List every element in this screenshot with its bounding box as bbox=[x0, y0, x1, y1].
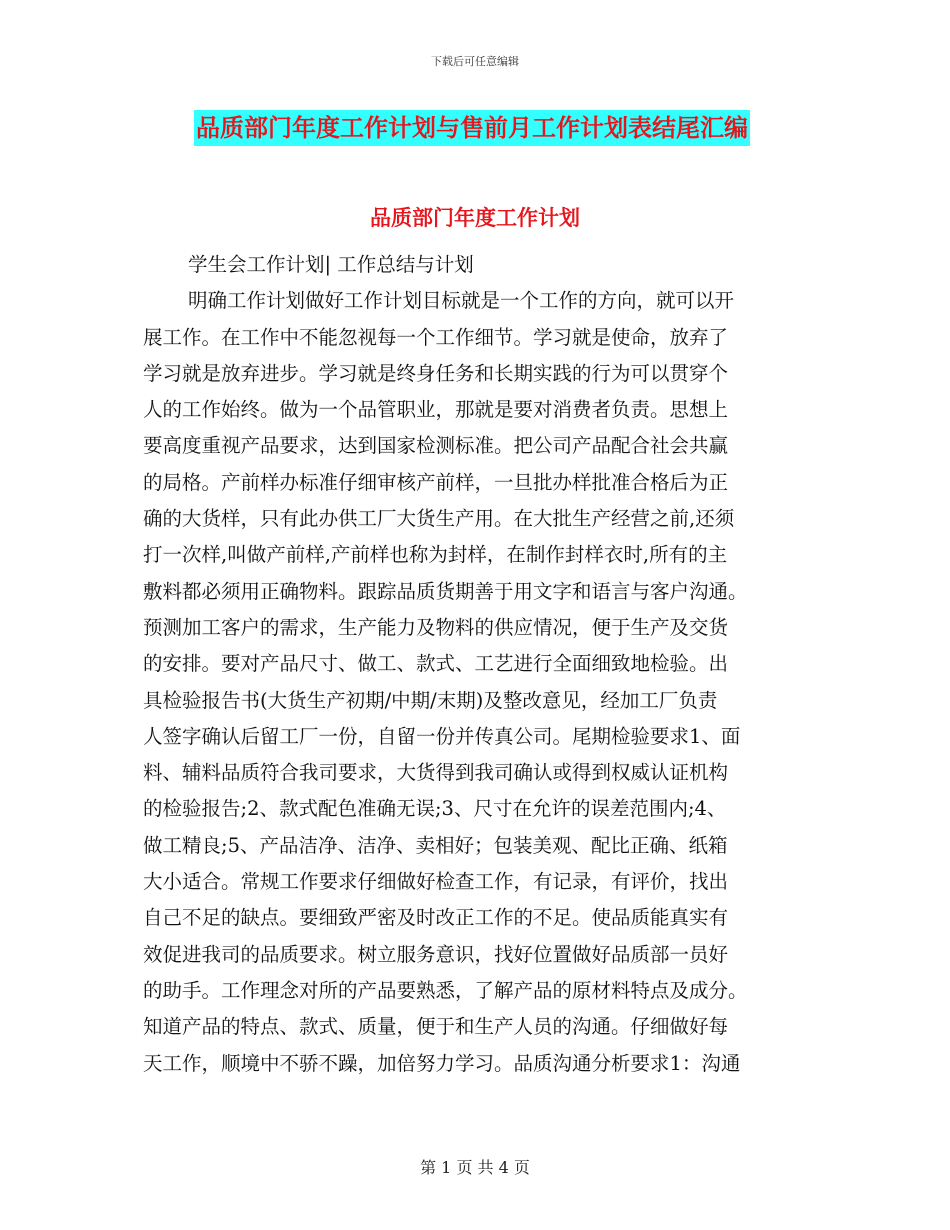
paragraph-line: 人签字确认后留工厂一份，自留一份并传真公司。尾期检验要求1、面 bbox=[143, 724, 741, 748]
paragraph-line: 预测加工客户的需求，生产能力及物料的供应情况，便于生产及交货 bbox=[143, 615, 729, 639]
paragraph-line: 知道产品的特点、款式、质量，便于和生产人员的沟通。仔细做好每 bbox=[143, 1015, 729, 1039]
page-number-footer bbox=[0, 1155, 950, 1178]
paragraph-line: 天工作，顺境中不骄不躁，加倍努力学习。品质沟通分析要求1：沟通 bbox=[143, 1051, 741, 1075]
paragraph-line: 人的工作始终。做为一个品管职业，那就是要对消费者负责。思想上 bbox=[143, 398, 729, 422]
paragraph-line: 确的大货样，只有此办供工厂大货生产用。在大批生产经营之前,还须 bbox=[143, 507, 735, 531]
page-header-note: 下载后可任意编辑 bbox=[431, 55, 519, 68]
paragraph-line: 展工作。在工作中不能忽视每一个工作细节。学习就是使命，放弃了 bbox=[143, 325, 729, 349]
paragraph-line: 明确工作计划做好工作计划目标就是一个工作的方向，就可以开 bbox=[188, 289, 735, 313]
paragraph-line: 具检验报告书(大货生产初期/中期/末期)及整改意见，经加工厂负责 bbox=[143, 688, 718, 712]
paragraph-line: 的助手。工作理念对所的产品要熟悉，了解产品的原材料特点及成分。 bbox=[143, 978, 748, 1002]
paragraph-line: 效促进我司的品质要求。树立服务意识，找好位置做好品质部一员好 bbox=[143, 942, 729, 966]
paragraph-line: 做工精良;5、产品洁净、洁净、卖相好；包装美观、配比正确、纸箱 bbox=[143, 833, 728, 857]
paragraph-line: 敷料都必须用正确物料。跟踪品质货期善于用文字和语言与客户沟通。 bbox=[143, 579, 748, 603]
paragraph-line: 的检验报告;2、款式配色准确无误;3、尺寸在允许的误差范围内;4、 bbox=[143, 797, 727, 821]
paragraph-line: 学习就是放弃进步。学习就是终身任务和长期实践的行为可以贯穿个 bbox=[143, 361, 729, 385]
paragraph-line: 料、辅料品质符合我司要求，大货得到我司确认或得到权威认证机构 bbox=[143, 761, 729, 785]
page-number-label: 第 1 页 共 4 页 bbox=[420, 1158, 530, 1177]
paragraph-line: 要高度重视产品要求，达到国家检测标准。把公司产品配合社会共赢 bbox=[143, 434, 729, 458]
paragraph-line: 的安排。要对产品尺寸、做工、款式、工艺进行全面细致地检验。出 bbox=[143, 652, 729, 676]
paragraph-line: 的局格。产前样办标准仔细审核产前样，一旦批办样批准合格后为正 bbox=[143, 470, 729, 494]
paragraph-line: 自己不足的缺点。要细致严密及时改正工作的不足。使品质能真实有 bbox=[143, 906, 729, 930]
document-body bbox=[143, 247, 813, 1082]
paragraph-line: 打一次样,叫做产前样,产前样也称为封样，在制作封样衣时,所有的主 bbox=[143, 543, 728, 567]
section-title: 品质部门年度工作计划 bbox=[370, 205, 580, 230]
paragraph-line: 大小适合。常规工作要求仔细做好检查工作，有记录，有评价，找出 bbox=[143, 870, 729, 894]
document-title: 品质部门年度工作计划与售前月工作计划表结尾汇编 bbox=[194, 110, 750, 146]
subtitle-line: 学生会工作计划| 工作总结与计划 bbox=[188, 253, 474, 276]
